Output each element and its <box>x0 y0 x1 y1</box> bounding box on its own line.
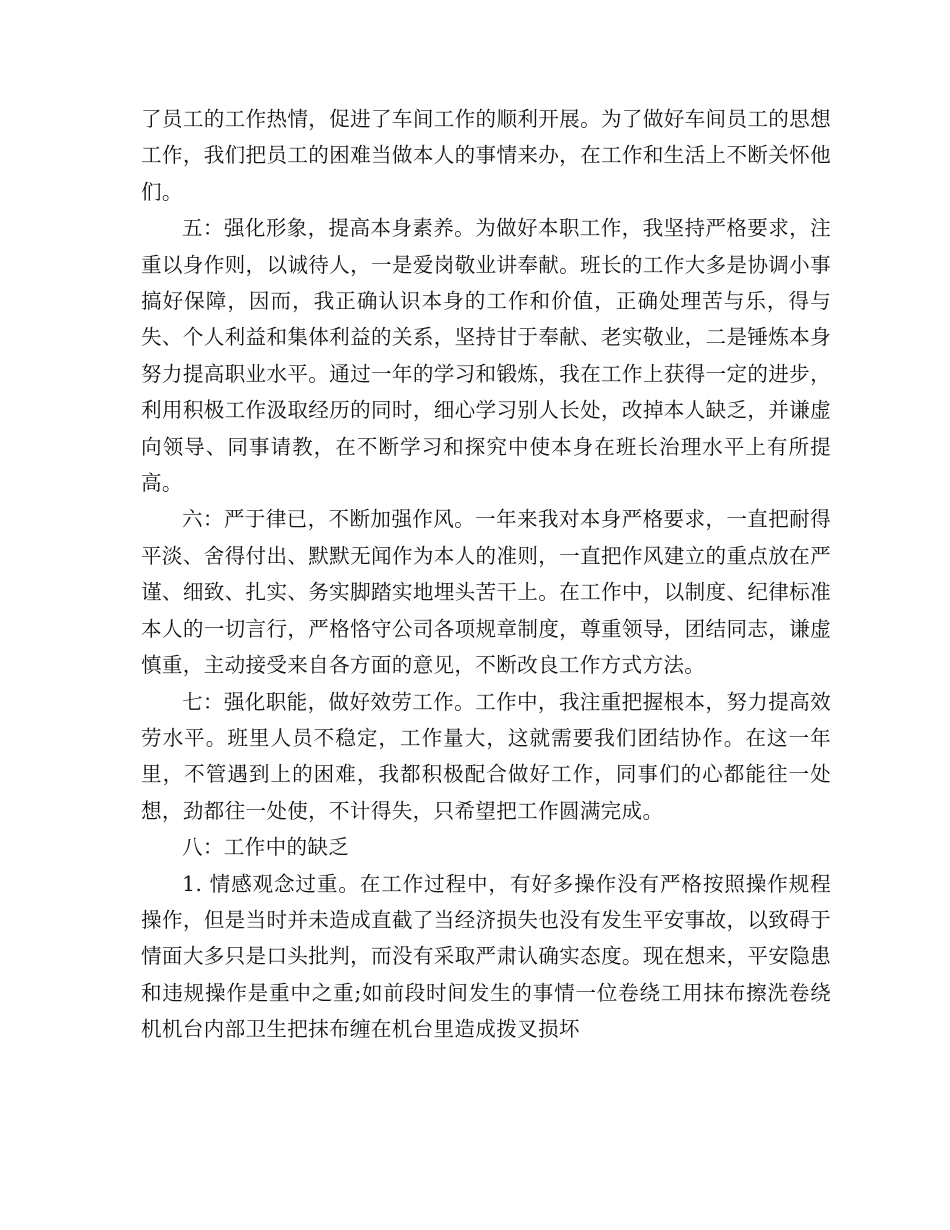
paragraph-section-7: 七：强化职能，做好效劳工作。工作中，我注重把握根本，努力提高效劳水平。班里人员不稳定，工作量大，这就需要我们团结协作。在这一年里，不管遇到上的困难，我都积极配合做好工作，同事们的心都能往一处想，劲都往一处使，不计得失，只希望把工作圆满完成。 <box>141 689 831 823</box>
heading-section-8: 八：工作中的缺乏 <box>182 835 350 860</box>
document-body <box>141 101 831 1048</box>
paragraph-continuation: 了员工的工作热情，促进了车间工作的顺利开展。为了做好车间员工的思想工作，我们把员工的困难当做本人的事情来办，在工作和生活上不断关怀他们。 <box>141 107 831 204</box>
paragraph-section-6: 六：严于律已，不断加强作风。一年来我对本身严格要求，一直把耐得平淡、舍得付出、默默无闻作为本人的准则，一直把作风建立的重点放在严谨、细致、扎实、务实脚踏实地埋头苦干上。在工作中，以制度、纪律标准本人的一切言行，严格恪守公司各项规章制度，尊重领导，团结同志，谦虚慎重，主动接受来自各方面的意见，不断改良工作方式方法。 <box>141 507 831 678</box>
paragraph-section-5: 五：强化形象，提高本身素养。为做好本职工作，我坚持严格要求，注重以身作则，以诚待人，一是爱岗敬业讲奉献。班长的工作大多是协调小事搞好保障，因而，我正确认识本身的工作和价值，正确处理苦与乐，得与失、个人利益和集体利益的关系，坚持甘于奉献、老实敬业，二是锤炼本身努力提高职业水平。通过一年的学习和锻炼，我在工作上获得一定的进步，利用积极工作汲取经历的同时，细心学习别人长处，改掉本人缺乏，并谦虚向领导、同事请教，在不断学习和探究中使本身在班长治理水平上有所提高。 <box>141 216 831 496</box>
paragraph-item-1: 1. 情感观念过重。在工作过程中，有好多操作没有严格按照操作规程操作，但是当时并未造成直截了当经济损失也没有发生平安事故，以致碍于情面大多只是口头批判，而没有采取严肃认确实态度。现在想来，平安隐患和违规操作是重中之重;如前段时间发生的事情一位卷绕工用抹布擦洗卷绕机机台内部卫生把抹布缠在机台里造成拨叉损坏 <box>141 871 831 1042</box>
